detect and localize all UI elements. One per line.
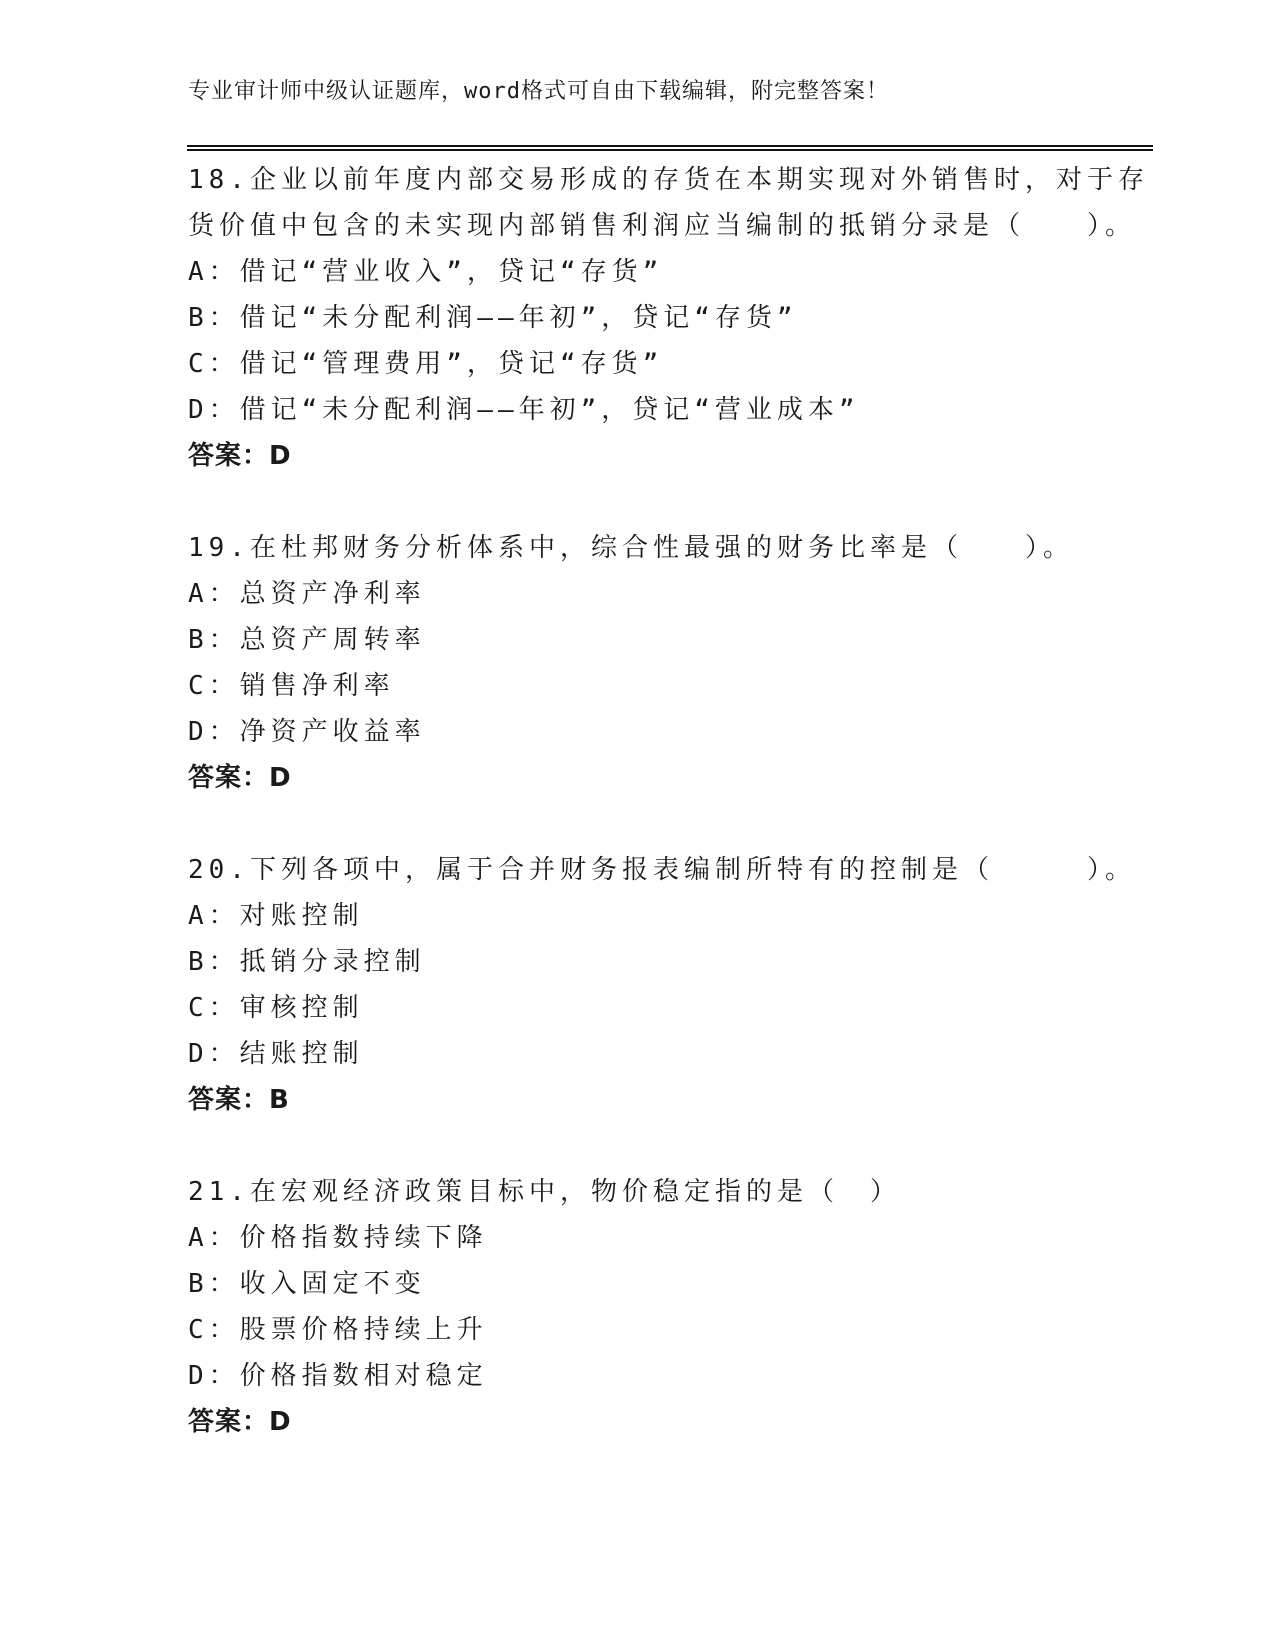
question-21 bbox=[188, 1169, 1088, 1445]
question-18 bbox=[188, 157, 1149, 479]
option-d: D：结账控制 bbox=[188, 1039, 364, 1069]
question-stem: 21.在宏观经济政策目标中，物价稳定指的是（ ） bbox=[188, 1177, 901, 1207]
answer: 答案：D bbox=[188, 763, 292, 793]
option-d: D：价格指数相对稳定 bbox=[188, 1361, 488, 1391]
answer: 答案：B bbox=[188, 1085, 290, 1115]
question-19 bbox=[188, 525, 1088, 801]
answer: 答案：D bbox=[188, 1407, 292, 1437]
option-b: B：总资产周转率 bbox=[188, 625, 426, 655]
question-stem: 19.在杜邦财务分析体系中，综合性最强的财务比率是（ ）。 bbox=[188, 533, 1074, 563]
option-c: C：股票价格持续上升 bbox=[188, 1315, 488, 1345]
question-stem: 货价值中包含的未实现内部销售利润应当编制的抵销分录是（ ）。 bbox=[188, 211, 1137, 241]
option-a: A：总资产净利率 bbox=[188, 579, 426, 609]
option-a: A：价格指数持续下降 bbox=[188, 1223, 488, 1253]
option-a: A：借记“营业收入”，贷记“存货” bbox=[188, 257, 664, 287]
option-c: C：销售净利率 bbox=[188, 671, 395, 701]
option-a: A：对账控制 bbox=[188, 901, 364, 931]
question-stem: 20.下列各项中，属于合并财务报表编制所特有的控制是（ ）。 bbox=[188, 855, 1136, 885]
question-stem: 18.企业以前年度内部交易形成的存货在本期实现对外销售时，对于存 bbox=[188, 165, 1149, 195]
option-b: B：抵销分录控制 bbox=[188, 947, 426, 977]
option-c: C：借记“管理费用”，贷记“存货” bbox=[188, 349, 664, 379]
answer: 答案：D bbox=[188, 441, 292, 471]
option-b: B：收入固定不变 bbox=[188, 1269, 426, 1299]
header-double-rule bbox=[187, 145, 1153, 151]
option-d: D：借记“未分配利润——年初”，贷记“营业成本” bbox=[188, 395, 860, 425]
question-20 bbox=[188, 847, 1136, 1123]
page-header: 专业审计师中级认证题库，word格式可自由下载编辑，附完整答案！ bbox=[188, 79, 889, 104]
option-d: D：净资产收益率 bbox=[188, 717, 426, 747]
option-c: C：审核控制 bbox=[188, 993, 364, 1023]
question-list bbox=[188, 157, 1149, 1491]
option-b: B：借记“未分配利润——年初”，贷记“存货” bbox=[188, 303, 798, 333]
